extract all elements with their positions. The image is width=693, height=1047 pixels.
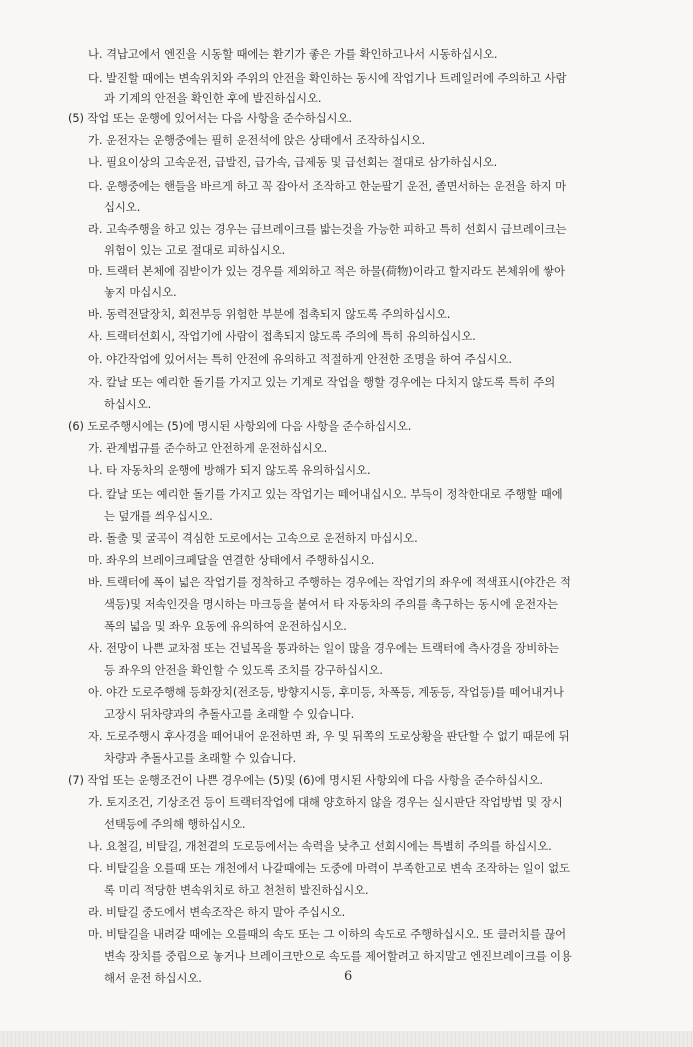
text-line: 마. 비탈길을 내려갈 때에는 오를때의 속도 또는 그 이하의 속도로 주행하십시오. 또 클러치를 끊어 (88, 927, 567, 941)
text-line: 나. 타 자동차의 운행에 방해가 되지 않도록 유의하십시오. (88, 463, 371, 477)
text-line: 가. 관계법규를 준수하고 안전하게 운전하십시오. (88, 441, 328, 455)
text-line: 라. 돌출 및 굴곡이 격심한 도로에서는 고속으로 운전하지 마십시오. (88, 531, 418, 545)
text-line: 고장시 뒤차량과의 추돌사고를 초래할 수 있습니다. (104, 707, 355, 721)
text-line: 다. 칼날 또는 예리한 돌기를 가지고 있는 작업기는 떼어내십시오. 부득이 정착한대로 주행할 때에 (88, 487, 563, 501)
text-line: 폭의 넓음 및 좌우 요동에 유의하여 운전하십시오. (104, 619, 347, 633)
text-line: 선택등에 주의해 행하십시오. (104, 817, 246, 831)
text-line: 라. 비탈길 중도에서 변속조작은 하지 말아 주십시오. (88, 905, 346, 919)
text-line: 아. 야간작업에 있어서는 특히 안전에 유의하고 적절하게 안전한 조명을 하여 주십시오. (88, 352, 512, 366)
text-line: 바. 트랙터에 폭이 넓은 작업기를 정착하고 주행하는 경우에는 작업기의 좌우에 적색표시(야간은 적 (88, 575, 571, 589)
text-line: 사. 전망이 나쁜 교차점 또는 건널목을 통과하는 일이 많을 경우에는 트랙터에 측사경을 장비하는 (88, 641, 560, 655)
section-heading: (6) 도로주행시에는 (5)에 명시된 사항외에 다음 사항을 준수하십시오. (68, 419, 412, 433)
text-line: 가. 운전자는 운행중에는 필히 운전석에 앉은 상태에서 조작하십시오. (88, 133, 425, 147)
text-line: 나. 요철길, 비탈길, 개천곁의 도로등에서는 속력을 낮추고 선회시에는 특별히 주의를 하십시오. (88, 839, 552, 853)
text-line: 나. 필요이상의 고속운전, 급발진, 급가속, 급제동 및 급선회는 절대로 삼가하십시오. (88, 155, 498, 169)
text-line: 자. 칼날 또는 예리한 돌기를 가지고 있는 기계로 작업을 행할 경우에는 다치지 않도록 특히 주의 (88, 375, 556, 389)
text-line: 자. 도로주행시 후사경을 떼어내어 운전하면 좌, 우 및 뒤쪽의 도로상황을 판단할 수 없기 때문에 뒤 (88, 729, 570, 743)
text-line: 차량과 추돌사고를 초래할 수 있습니다. (104, 751, 297, 765)
text-line: 사. 트랙터선회시, 작업기에 사람이 접촉되지 않도록 주의에 특히 유의하십시오. (88, 329, 476, 343)
text-line: 다. 비탈길을 오를때 또는 개천에서 나갈때에는 도중에 마력이 부족한고로 변속 조작하는 일이 없도 (88, 861, 570, 875)
text-line: 나. 격납고에서 엔진을 시동할 때에는 환기가 좋은 가를 확인하고나서 시동하십시오. (88, 47, 498, 61)
text-line: 과 기계의 안전을 확인한 후에 발진하십시오. (104, 91, 322, 105)
text-line: 해서 운전 하십시오. (104, 971, 202, 985)
text-line: 다. 운행중에는 핸들을 바르게 하고 꼭 잡아서 조작하고 한눈팔기 운전, 졸면서하는 운전을 하지 마 (88, 179, 567, 193)
text-line: 위험이 있는 고로 절대로 피하십시오. (104, 243, 286, 257)
text-line: 다. 발진할 때에는 변속위치와 주위의 안전을 확인하는 동시에 작업기나 트레일러에 주의하고 사람 (88, 71, 567, 85)
text-line: 색등)및 저속인것을 명시하는 마크등을 붙여서 타 자동차의 주의를 촉구하는 동시에 운전자는 (104, 597, 558, 611)
text-line: 라. 고속주행을 하고 있는 경우는 급브레이크를 밟는것을 가능한 피하고 특히 선회시 급브레이크는 (88, 222, 567, 236)
text-line: 놓지 마십시오. (104, 285, 177, 299)
text-line: 바. 동력전달장치, 회전부등 위험한 부분에 접촉되지 않도록 주의하십시오. (88, 307, 451, 321)
text-line: 록 미리 적당한 변속위치로 하고 천천히 발진하십시오. (104, 883, 369, 897)
text-line: 는 덮개를 씌우십시오. (104, 509, 213, 523)
section-heading: (7) 작업 또는 운행조건이 나쁜 경우에는 (5)및 (6)에 명시된 사항외에 다음 사항을 준수하십시오. (68, 773, 543, 787)
text-line: 마. 트랙터 본체에 짐받이가 있는 경우를 제외하고 적은 하물(荷物)이라고 할지라도 본체위에 쌓아 (88, 264, 565, 278)
section-heading: (5) 작업 또는 운행에 있어서는 다음 사항을 준수하십시오. (68, 111, 352, 125)
text-line: 아. 야간 도로주행해 등화장치(전조등, 방향지시등, 후미등, 차폭등, 계동등, 작업등)를 떼어내거나 (88, 685, 564, 699)
page-number: 6 (344, 969, 353, 984)
text-line: 마. 좌우의 브레이크페달을 연결한 상태에서 주행하십시오. (88, 553, 375, 567)
text-line: 등 좌우의 안전을 확인할 수 있도록 조치를 강구하십시오. (104, 663, 383, 677)
scan-border (0, 1031, 693, 1047)
text-line: 변속 장치를 중립으로 놓거나 브레이크만으로 속도를 제어할려고 하지말고 엔진브레이크를 이용 (104, 949, 572, 963)
text-line: 가. 토지조건, 기상조건 등이 트랙터작업에 대해 양호하지 않을 경우는 실시판단 작업방법 및 장시 (88, 795, 563, 809)
text-line: 십시오. (104, 200, 141, 214)
text-line: 하십시오. (104, 397, 152, 411)
